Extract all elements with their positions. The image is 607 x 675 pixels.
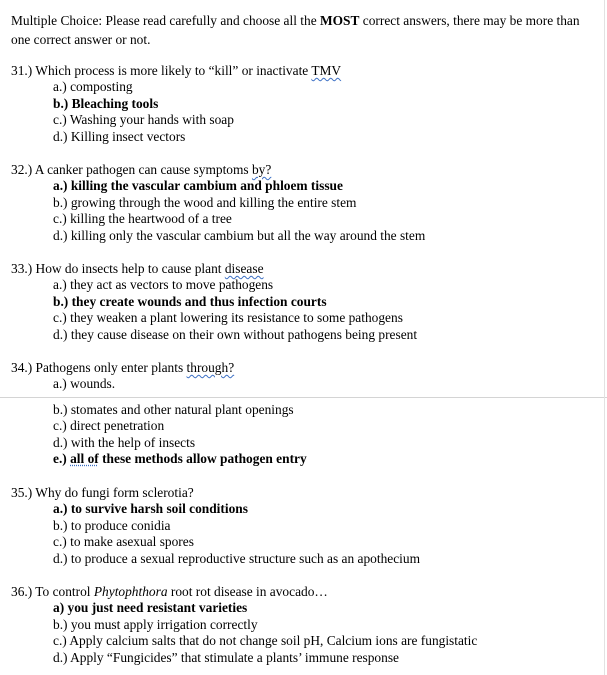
stem-italic-term: Phytophthora	[93, 584, 168, 599]
option-selected: a.) to survive harsh soil conditions	[53, 501, 248, 517]
question-35	[11, 485, 420, 567]
option-selected	[11, 451, 307, 467]
stem-flagged-word: by?	[251, 162, 272, 177]
option: c.) to make asexual spores	[53, 534, 194, 550]
question-33	[11, 261, 417, 343]
option: b.) growing through the wood and killing the entire stem	[53, 194, 357, 210]
question-34-continued	[11, 402, 307, 468]
option: d.) with the help of insects	[53, 434, 196, 450]
stem-flagged-word: disease	[224, 261, 264, 276]
page-edge	[604, 0, 605, 675]
option: c.) Washing your hands with soap	[53, 112, 234, 128]
stem-flagged-word: through?	[186, 360, 235, 375]
option: d.) Killing insect vectors	[53, 128, 186, 144]
question-34	[11, 360, 234, 393]
stem-text: 32.) A canker pathogen can cause symptoms	[11, 162, 252, 177]
option: a.) they act as vectors to move pathogens	[53, 277, 274, 293]
instructions-text-start: Multiple Choice: Please read carefully and choose all the	[11, 13, 320, 28]
option-selected: a.) killing the vascular cambium and phloem tissue	[53, 178, 343, 194]
question-36	[11, 584, 477, 666]
question-stem	[11, 584, 477, 600]
stem-text: 33.) How do insects help to cause plant	[11, 261, 225, 276]
option-selected: a) you just need resistant varieties	[53, 600, 248, 616]
stem-text: 36.) To control	[11, 584, 94, 599]
instructions	[11, 11, 601, 49]
instructions-text-end: correct answers, there may be more than one correct answer or not.	[11, 13, 580, 47]
question-31	[11, 63, 341, 145]
option: d.) Apply “Fungicides” that stimulate a plants’ immune response	[53, 649, 399, 665]
question-stem	[11, 360, 234, 376]
option-text: these methods allow pathogen entry	[98, 451, 307, 467]
option-selected: b.) Bleaching tools	[53, 95, 159, 111]
question-stem	[11, 162, 425, 178]
stem-flagged-word: TMV	[311, 63, 342, 78]
option: d.) killing only the vascular cambium but all the way around the stem	[53, 227, 426, 243]
option: c.) direct penetration	[53, 418, 165, 434]
option: b.) to produce conidia	[53, 517, 171, 533]
question-stem	[11, 261, 417, 277]
option: a.) wounds.	[53, 376, 116, 392]
option: c.) killing the heartwood of a tree	[53, 211, 232, 227]
question-stem: 35.) Why do fungi form sclerotia?	[11, 485, 194, 500]
option: b.) stomates and other natural plant openings	[53, 402, 294, 417]
option: d.) to produce a sexual reproductive structure such as an apothecium	[53, 550, 420, 566]
question-stem	[11, 63, 341, 79]
page-break-divider	[0, 397, 607, 398]
option: c.) they weaken a plant lowering its resistance to some pathogens	[53, 310, 403, 326]
option-flagged-phrase: all of	[70, 451, 99, 467]
stem-text-end: root rot disease in avocado…	[167, 584, 328, 599]
option: b.) you must apply irrigation correctly	[53, 616, 258, 632]
option-label: e.)	[53, 451, 71, 467]
instructions-emphasis: MOST	[320, 13, 360, 28]
option: d.) they cause disease on their own without pathogens being present	[53, 326, 418, 342]
option: c.) Apply calcium salts that do not change soil pH, Calcium ions are fungistatic	[53, 633, 478, 649]
stem-text: 31.) Which process is more likely to “kill” or inactivate	[11, 63, 312, 78]
stem-text: 34.) Pathogens only enter plants	[11, 360, 187, 375]
option-selected: b.) they create wounds and thus infection courts	[53, 293, 327, 309]
question-32	[11, 162, 425, 244]
option: a.) composting	[53, 79, 133, 95]
